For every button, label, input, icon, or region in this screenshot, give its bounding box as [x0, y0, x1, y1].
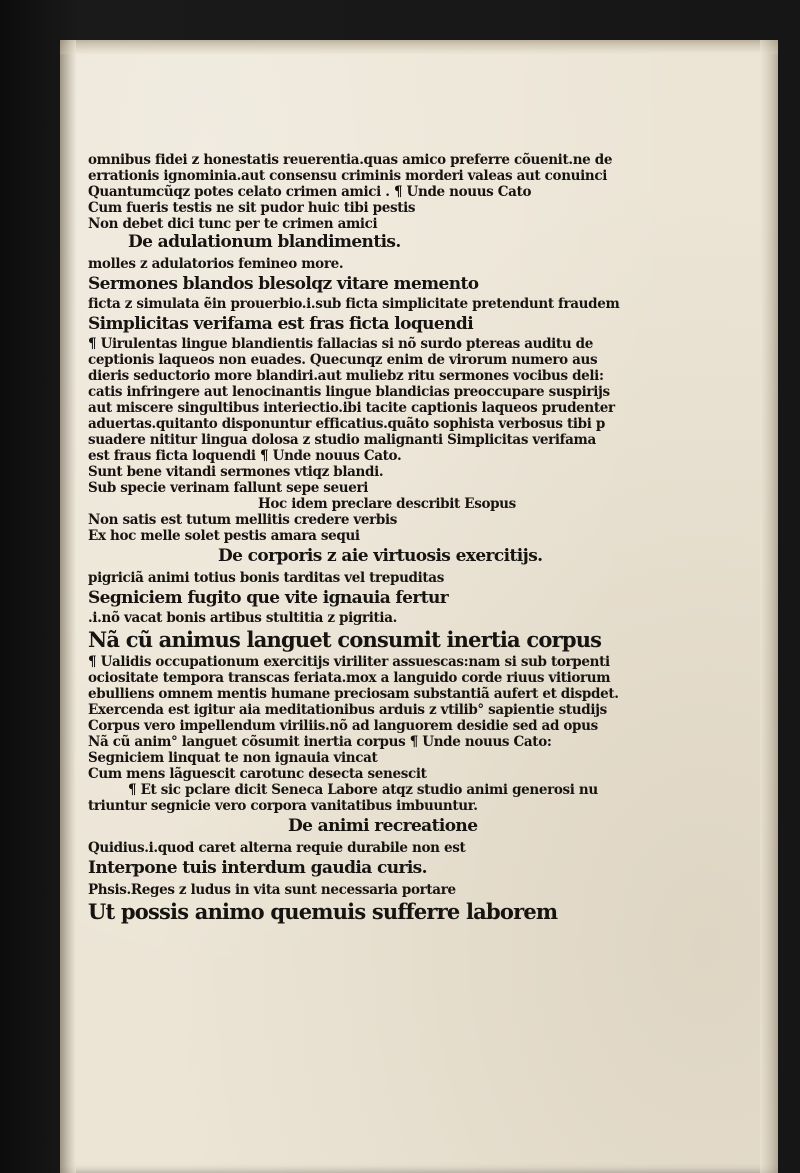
heading-adulationum: De adulationum blandimentis.: [128, 232, 401, 252]
text-line: Cum mens lãguescit carotunc desecta senescit: [88, 766, 427, 782]
text-line: aduertas.quitanto disponuntur efficatius.quãto sophista verbosus tibi p: [88, 416, 605, 432]
text-line: Non debet dici tunc per te crimen amici: [88, 216, 378, 232]
text-line: Exercenda est igitur aia meditationibus arduis z vtilib° sapientie studijs: [88, 702, 607, 718]
heading-recreatione: De animi recreatione: [288, 816, 478, 836]
text-line: Hoc idem preclare describit Esopus: [258, 496, 516, 512]
text-line: Non satis est tutum mellitis credere verbis: [88, 512, 398, 528]
text-line: ¶ Et sic pclare dicit Seneca Labore atqz studio animi generosi nu: [128, 782, 598, 798]
text-line: Quidius.i.quod caret alterna requie durabile non est: [88, 840, 466, 856]
text-line: suadere nititur lingua dolosa z studio malignanti Simplicitas verifama: [88, 432, 596, 448]
text-line: Ex hoc melle solet pestis amara sequi: [88, 528, 360, 544]
text-line: dieris seductorio more blandiri.aut muliebz ritu sermones vocibus deli:: [88, 368, 604, 384]
text-line: ceptionis laqueos non euades. Quecunqz enim de virorum numero aus: [88, 352, 598, 368]
text-line: ociositate tempora transcas feriata.mox a languido corde riuus vitiorum: [88, 670, 611, 686]
text-line: omnibus fidei z honestatis reuerentia.quas amico preferre cõuenit.ne de: [88, 152, 613, 168]
text-line: Phsis.Reges z ludus in vita sunt necessaria portare: [88, 882, 456, 898]
verse-line: Sermones blandos blesolqz vitare memento: [88, 274, 479, 294]
verse-line: Simplicitas verifama est fras ficta loquendi: [88, 314, 474, 334]
text-line: Segniciem linquat te non ignauia vincat: [88, 750, 378, 766]
heading-exercitijs: De corporis z aie virtuosis exercitijs.: [218, 546, 543, 566]
text-line: errationis ignominia.aut consensu criminis morderi valeas aut conuinci: [88, 168, 608, 184]
gloss-line: .i.nõ vacat bonis artibus stultitia z pigritia.: [88, 610, 397, 626]
gloss-line: ficta z simulata ẽin prouerbio.i.sub ficta simplicitate pretendunt fraudem: [88, 296, 620, 312]
text-line: Sub specie verinam fallunt sepe seueri: [88, 480, 369, 496]
verse-line: Segniciem fugito que vite ignauia fertur: [88, 588, 449, 608]
verse-line: Nã cũ animus languet consumit inertia corpus: [88, 628, 602, 652]
text-line: Cum fueris testis ne sit pudor huic tibi pestis: [88, 200, 416, 216]
gloss-line: molles z adulatorios femineo more.: [88, 256, 344, 272]
page-gutter-shadow: [60, 40, 76, 1173]
text-line: catis infringere aut lenocinantis lingue blandicias preoccupare suspirijs: [88, 384, 610, 400]
text-line: ebulliens omnem mentis humane preciosam substantiã aufert et dispdet.: [88, 686, 619, 702]
verse-line: Interpone tuis interdum gaudia curis.: [88, 858, 427, 878]
text-line: Nã cũ anim° languet cõsumit inertia corpus ¶ Unde nouus Cato:: [88, 734, 552, 750]
text-line: Sunt bene vitandi sermones vtiqz blandi.: [88, 464, 384, 480]
page-right-edge: [760, 40, 778, 1173]
text-line: Corpus vero impellendum viriliis.nõ ad languorem desidie sed ad opus: [88, 718, 598, 734]
text-line: est fraus ficta loquendi ¶ Unde nouus Cato.: [88, 448, 402, 464]
text-line: aut miscere singultibus interiectio.ibi tacite captionis laqueos prudenter: [88, 400, 615, 416]
text-line: ¶ Ualidis occupationum exercitijs viriliter assuescas:nam si sub torpenti: [88, 654, 610, 670]
gloss-line: pigriciã animi totius bonis tarditas vel trepuditas: [88, 570, 444, 586]
text-line: triuntur segnicie vero corpora vanitatibus imbuuntur.: [88, 798, 478, 814]
verse-line: Ut possis animo quemuis sufferre laborem: [88, 900, 558, 924]
text-line: ¶ Uirulentas lingue blandientis fallacias si nõ surdo ptereas auditu de: [88, 336, 593, 352]
page-top-edge: [60, 40, 778, 54]
text-line: Quantumcũqz potes celato crimen amici . ¶ Unde nouus Cato: [88, 184, 532, 200]
